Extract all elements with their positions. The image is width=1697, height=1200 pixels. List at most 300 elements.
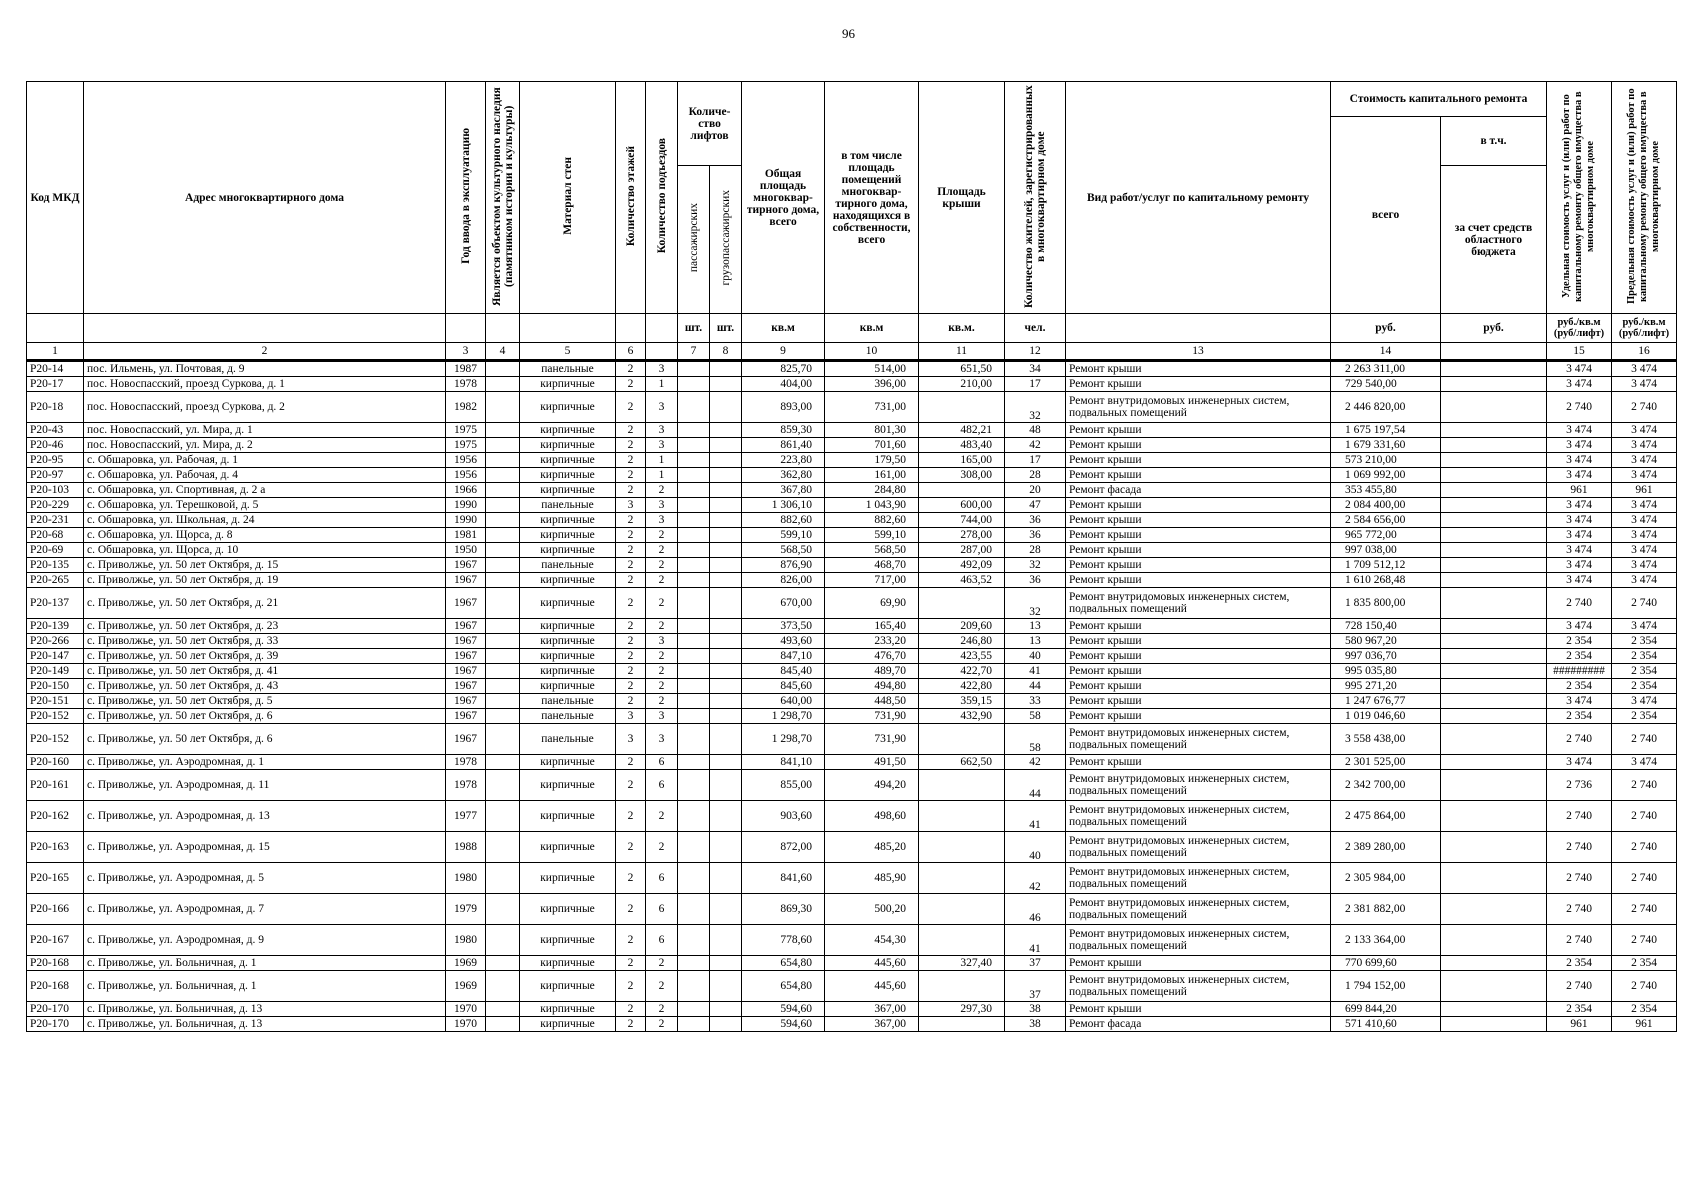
cell-lifts-passenger (678, 801, 710, 832)
cell-floors: 2 (616, 925, 646, 956)
cell-wall-material: кирпичные (520, 755, 616, 770)
cell-residents: 32 (1005, 558, 1066, 573)
cell-residents: 38 (1005, 1002, 1066, 1017)
cell-mkd-code: Р20-17 (27, 377, 84, 392)
cell-owned-area: 485,20 (825, 832, 919, 863)
cell-lifts-passenger (678, 832, 710, 863)
unit-sqm: кв.м (825, 314, 919, 343)
cell-residents: 20 (1005, 483, 1066, 498)
cell-cost-regional (1441, 925, 1547, 956)
cell-unit-cost: 3 474 (1547, 558, 1612, 573)
cell-unit-cost: 2 740 (1547, 724, 1612, 755)
cell-wall-material: кирпичные (520, 770, 616, 801)
cell-roof-area (919, 770, 1005, 801)
cell-address: с. Обшаровка, ул. Рабочая, д. 1 (84, 453, 446, 468)
cell-wall-material: кирпичные (520, 679, 616, 694)
cell-wall-material: кирпичные (520, 956, 616, 971)
cell-lifts-freight (710, 832, 742, 863)
cell-cost-total: 770 699,60 (1331, 956, 1441, 971)
cell-owned-area: 1 043,90 (825, 498, 919, 513)
cell-year: 1975 (446, 438, 486, 453)
cell-floors: 2 (616, 588, 646, 619)
cell-mkd-code: Р20-160 (27, 755, 84, 770)
cell-unit-cost: 3 474 (1547, 543, 1612, 558)
cell-lifts-passenger (678, 438, 710, 453)
cell-roof-area: 327,40 (919, 956, 1005, 971)
cell-heritage (486, 724, 520, 755)
cell-max-cost: 2 740 (1612, 894, 1677, 925)
column-number: 8 (710, 343, 742, 361)
cell-owned-area: 599,10 (825, 528, 919, 543)
cell-residents: 13 (1005, 619, 1066, 634)
cell-lifts-freight (710, 483, 742, 498)
cell-work-type: Ремонт крыши (1066, 634, 1331, 649)
cell-roof-area (919, 724, 1005, 755)
cell-residents: 41 (1005, 801, 1066, 832)
cell-work-type: Ремонт крыши (1066, 679, 1331, 694)
column-number: 1 (27, 343, 84, 361)
cell-owned-area: 284,80 (825, 483, 919, 498)
unit-sqm: кв.м. (919, 314, 1005, 343)
cell-year: 1979 (446, 894, 486, 925)
cell-total-area: 869,30 (742, 894, 825, 925)
cell-owned-area: 882,60 (825, 513, 919, 528)
cell-floors: 2 (616, 863, 646, 894)
cell-lifts-freight (710, 498, 742, 513)
cell-lifts-freight (710, 361, 742, 377)
cell-owned-area: 717,00 (825, 573, 919, 588)
cell-lifts-freight (710, 377, 742, 392)
header-cost-total: всего (1331, 117, 1441, 314)
cell-max-cost: 3 474 (1612, 377, 1677, 392)
cell-unit-cost: 3 474 (1547, 423, 1612, 438)
cell-mkd-code: Р20-69 (27, 543, 84, 558)
cell-floors: 2 (616, 438, 646, 453)
cell-entrances: 3 (646, 392, 678, 423)
cell-unit-cost: 2 354 (1547, 679, 1612, 694)
table-row (27, 361, 1677, 377)
cell-floors: 2 (616, 664, 646, 679)
header-year: Год ввода в эксплуатацию (459, 128, 472, 264)
cell-cost-regional (1441, 543, 1547, 558)
cell-unit-cost: 2 740 (1547, 588, 1612, 619)
cell-lifts-freight (710, 634, 742, 649)
cell-lifts-passenger (678, 770, 710, 801)
cell-mkd-code: Р20-135 (27, 558, 84, 573)
cell-cost-regional (1441, 392, 1547, 423)
cell-cost-total: 571 410,60 (1331, 1017, 1441, 1032)
cell-lifts-passenger (678, 1002, 710, 1017)
cell-cost-total: 1 069 992,00 (1331, 468, 1441, 483)
cell-cost-regional (1441, 649, 1547, 664)
cell-wall-material: кирпичные (520, 894, 616, 925)
cell-cost-regional (1441, 453, 1547, 468)
cell-cost-regional (1441, 619, 1547, 634)
cell-roof-area (919, 1017, 1005, 1032)
cell-cost-total: 353 455,80 (1331, 483, 1441, 498)
cell-unit-cost: 3 474 (1547, 513, 1612, 528)
cell-owned-area: 491,50 (825, 755, 919, 770)
header-address: Адрес многоквартирного дома (84, 82, 446, 314)
cell-cost-regional (1441, 423, 1547, 438)
cell-year: 1978 (446, 755, 486, 770)
cell-wall-material: кирпичные (520, 543, 616, 558)
cell-total-area: 882,60 (742, 513, 825, 528)
cell-wall-material: кирпичные (520, 588, 616, 619)
cell-max-cost: 3 474 (1612, 423, 1677, 438)
cell-cost-regional (1441, 971, 1547, 1002)
cell-roof-area: 359,15 (919, 694, 1005, 709)
cell-roof-area: 423,55 (919, 649, 1005, 664)
cell-cost-regional (1441, 770, 1547, 801)
cell-mkd-code: Р20-162 (27, 801, 84, 832)
cell-residents: 42 (1005, 438, 1066, 453)
cell-mkd-code: Р20-152 (27, 724, 84, 755)
cell-residents: 37 (1005, 971, 1066, 1002)
cell-owned-area: 468,70 (825, 558, 919, 573)
cell-wall-material: кирпичные (520, 1002, 616, 1017)
cell-lifts-freight (710, 894, 742, 925)
cell-total-area: 855,00 (742, 770, 825, 801)
cell-wall-material: кирпичные (520, 971, 616, 1002)
cell-total-area: 778,60 (742, 925, 825, 956)
column-number: 7 (678, 343, 710, 361)
cell-unit-cost: 3 474 (1547, 498, 1612, 513)
cell-roof-area: 662,50 (919, 755, 1005, 770)
cell-floors: 2 (616, 361, 646, 377)
cell-year: 1987 (446, 361, 486, 377)
table-row (27, 468, 1677, 483)
cell-cost-regional (1441, 528, 1547, 543)
cell-lifts-freight (710, 513, 742, 528)
cell-heritage (486, 863, 520, 894)
column-number: 10 (825, 343, 919, 361)
unit-rub-sqm: руб./кв.м (руб/лифт) (1612, 314, 1677, 343)
cell-address: пос. Новоспасский, проезд Суркова, д. 2 (84, 392, 446, 423)
cell-lifts-passenger (678, 453, 710, 468)
cell-lifts-freight (710, 438, 742, 453)
cell-wall-material: кирпичные (520, 925, 616, 956)
cell-roof-area: 600,00 (919, 498, 1005, 513)
cell-wall-material: кирпичные (520, 863, 616, 894)
cell-residents: 58 (1005, 724, 1066, 755)
cell-max-cost: 3 474 (1612, 498, 1677, 513)
cell-lifts-freight (710, 863, 742, 894)
cell-cost-total: 2 475 864,00 (1331, 801, 1441, 832)
cell-lifts-passenger (678, 709, 710, 724)
cell-entrances: 6 (646, 894, 678, 925)
cell-year: 1980 (446, 925, 486, 956)
cell-entrances: 2 (646, 1002, 678, 1017)
cell-year: 1990 (446, 513, 486, 528)
cell-work-type: Ремонт крыши (1066, 377, 1331, 392)
cell-work-type: Ремонт крыши (1066, 709, 1331, 724)
cell-cost-regional (1441, 755, 1547, 770)
cell-total-area: 640,00 (742, 694, 825, 709)
cell-total-area: 367,80 (742, 483, 825, 498)
cell-owned-area: 500,20 (825, 894, 919, 925)
cell-mkd-code: Р20-161 (27, 770, 84, 801)
cell-max-cost: 2 354 (1612, 634, 1677, 649)
cell-residents: 28 (1005, 468, 1066, 483)
cell-lifts-passenger (678, 956, 710, 971)
cell-floors: 2 (616, 377, 646, 392)
cell-address: с. Приволжье, ул. 50 лет Октября, д. 41 (84, 664, 446, 679)
table-row (27, 513, 1677, 528)
cell-year: 1970 (446, 1002, 486, 1017)
cell-entrances: 3 (646, 709, 678, 724)
cell-max-cost: 2 740 (1612, 801, 1677, 832)
cell-residents: 13 (1005, 634, 1066, 649)
cell-max-cost: 3 474 (1612, 361, 1677, 377)
cell-mkd-code: Р20-170 (27, 1002, 84, 1017)
cell-wall-material: кирпичные (520, 634, 616, 649)
column-number: 5 (520, 343, 616, 361)
cell-max-cost: 3 474 (1612, 453, 1677, 468)
cell-address: с. Приволжье, ул. Больничная, д. 13 (84, 1017, 446, 1032)
cell-floors: 2 (616, 558, 646, 573)
cell-lifts-freight (710, 694, 742, 709)
cell-address: с. Приволжье, ул. Аэродромная, д. 9 (84, 925, 446, 956)
cell-residents: 17 (1005, 453, 1066, 468)
cell-unit-cost: 2 354 (1547, 649, 1612, 664)
cell-lifts-passenger (678, 423, 710, 438)
cell-entrances: 3 (646, 634, 678, 649)
cell-cost-total: 2 389 280,00 (1331, 832, 1441, 863)
cell-max-cost: 2 354 (1612, 709, 1677, 724)
cell-roof-area (919, 925, 1005, 956)
cell-total-area: 373,50 (742, 619, 825, 634)
cell-heritage (486, 619, 520, 634)
cell-roof-area: 432,90 (919, 709, 1005, 724)
table-row (27, 863, 1677, 894)
cell-residents: 32 (1005, 588, 1066, 619)
cell-cost-regional (1441, 801, 1547, 832)
cell-address: с. Приволжье, ул. 50 лет Октября, д. 21 (84, 588, 446, 619)
header-material: Материал стен (561, 157, 574, 235)
cell-total-area: 654,80 (742, 956, 825, 971)
cell-year: 1967 (446, 649, 486, 664)
header-entrances: Количество подъездов (655, 138, 668, 254)
cell-cost-total: 1 679 331,60 (1331, 438, 1441, 453)
cell-cost-regional (1441, 513, 1547, 528)
cell-max-cost: 3 474 (1612, 543, 1677, 558)
cell-floors: 2 (616, 956, 646, 971)
cell-lifts-passenger (678, 483, 710, 498)
cell-total-area: 872,00 (742, 832, 825, 863)
cell-wall-material: кирпичные (520, 377, 616, 392)
cell-residents: 33 (1005, 694, 1066, 709)
cell-cost-total: 729 540,00 (1331, 377, 1441, 392)
cell-year: 1967 (446, 709, 486, 724)
cell-total-area: 1 298,70 (742, 724, 825, 755)
cell-year: 1975 (446, 423, 486, 438)
cell-address: с. Приволжье, ул. Аэродромная, д. 1 (84, 755, 446, 770)
cell-wall-material: кирпичные (520, 438, 616, 453)
cell-floors: 2 (616, 1017, 646, 1032)
cell-entrances: 3 (646, 361, 678, 377)
cell-residents: 40 (1005, 832, 1066, 863)
cell-max-cost: 3 474 (1612, 528, 1677, 543)
table-row (27, 558, 1677, 573)
cell-wall-material: кирпичные (520, 468, 616, 483)
cell-lifts-passenger (678, 649, 710, 664)
cell-work-type: Ремонт внутридомовых инженерных систем, подвальных помещений (1066, 863, 1331, 894)
table-row (27, 483, 1677, 498)
cell-total-area: 841,60 (742, 863, 825, 894)
cell-floors: 2 (616, 543, 646, 558)
cell-entrances: 3 (646, 438, 678, 453)
cell-year: 1967 (446, 588, 486, 619)
cell-floors: 2 (616, 392, 646, 423)
cell-work-type: Ремонт внутридомовых инженерных систем, подвальных помещений (1066, 724, 1331, 755)
cell-lifts-passenger (678, 925, 710, 956)
cell-address: с. Обшаровка, ул. Терешковой, д. 5 (84, 498, 446, 513)
cell-address: с. Приволжье, ул. Аэродромная, д. 13 (84, 801, 446, 832)
column-number: 16 (1612, 343, 1677, 361)
cell-year: 1950 (446, 543, 486, 558)
cell-cost-total: 995 271,20 (1331, 679, 1441, 694)
cell-lifts-freight (710, 956, 742, 971)
cell-heritage (486, 377, 520, 392)
cell-work-type: Ремонт внутридомовых инженерных систем, подвальных помещений (1066, 925, 1331, 956)
unit-rub-sqm: руб./кв.м (руб/лифт) (1547, 314, 1612, 343)
cell-roof-area: 744,00 (919, 513, 1005, 528)
cell-max-cost: 2 354 (1612, 956, 1677, 971)
cell-heritage (486, 925, 520, 956)
column-number: 4 (486, 343, 520, 361)
cell-floors: 2 (616, 1002, 646, 1017)
page-number: 96 (842, 26, 855, 41)
header-lifts: Количе-ство лифтов (678, 82, 742, 166)
cell-unit-cost: 3 474 (1547, 755, 1612, 770)
cell-owned-area: 494,20 (825, 770, 919, 801)
cell-wall-material: кирпичные (520, 573, 616, 588)
cell-cost-regional (1441, 694, 1547, 709)
cell-address: с. Приволжье, ул. Аэродромная, д. 15 (84, 832, 446, 863)
cell-heritage (486, 694, 520, 709)
column-number: 3 (446, 343, 486, 361)
cell-owned-area: 445,60 (825, 956, 919, 971)
cell-roof-area (919, 832, 1005, 863)
cell-mkd-code: Р20-97 (27, 468, 84, 483)
cell-mkd-code: Р20-265 (27, 573, 84, 588)
cell-work-type: Ремонт крыши (1066, 664, 1331, 679)
cell-wall-material: панельные (520, 694, 616, 709)
table-row (27, 528, 1677, 543)
cell-residents: 34 (1005, 361, 1066, 377)
cell-cost-total: 1 247 676,77 (1331, 694, 1441, 709)
cell-work-type: Ремонт крыши (1066, 543, 1331, 558)
cell-owned-area: 489,70 (825, 664, 919, 679)
cell-entrances: 2 (646, 483, 678, 498)
header-unit-cost: Удельная стоимость услуг и (или) работ по капитальному ремонту общего имущества в многоквартирном доме (1561, 90, 1597, 302)
column-number: 13 (1066, 343, 1331, 361)
cell-cost-total: 995 035,80 (1331, 664, 1441, 679)
cell-heritage (486, 423, 520, 438)
cell-work-type: Ремонт крыши (1066, 558, 1331, 573)
cell-cost-regional (1441, 832, 1547, 863)
cell-cost-regional (1441, 438, 1547, 453)
column-number (1441, 343, 1547, 361)
column-number: 9 (742, 343, 825, 361)
header-cost-incl: в т.ч. (1441, 117, 1547, 166)
cell-mkd-code: Р20-168 (27, 956, 84, 971)
table-row (27, 925, 1677, 956)
cell-wall-material: кирпичные (520, 392, 616, 423)
cell-mkd-code: Р20-139 (27, 619, 84, 634)
cell-lifts-freight (710, 971, 742, 1002)
cell-mkd-code: Р20-14 (27, 361, 84, 377)
cell-work-type: Ремонт фасада (1066, 1017, 1331, 1032)
cell-address: с. Приволжье, ул. Больничная, д. 1 (84, 956, 446, 971)
cell-work-type: Ремонт крыши (1066, 468, 1331, 483)
cell-address: с. Обшаровка, ул. Школьная, д. 24 (84, 513, 446, 528)
cell-floors: 3 (616, 709, 646, 724)
cell-year: 1970 (446, 1017, 486, 1032)
cell-max-cost: 2 740 (1612, 832, 1677, 863)
cell-lifts-passenger (678, 694, 710, 709)
cell-residents: 44 (1005, 770, 1066, 801)
cell-work-type: Ремонт крыши (1066, 423, 1331, 438)
cell-total-area: 1 298,70 (742, 709, 825, 724)
header-residents: Количество жителей, зарегистрированных в многоквартирном доме (1023, 84, 1048, 308)
cell-work-type: Ремонт крыши (1066, 453, 1331, 468)
cell-residents: 32 (1005, 392, 1066, 423)
cell-lifts-passenger (678, 377, 710, 392)
cell-heritage (486, 664, 520, 679)
cell-residents: 17 (1005, 377, 1066, 392)
cell-entrances: 2 (646, 801, 678, 832)
cell-unit-cost: 2 354 (1547, 956, 1612, 971)
cell-wall-material: кирпичные (520, 513, 616, 528)
cell-residents: 46 (1005, 894, 1066, 925)
cell-total-area: 825,70 (742, 361, 825, 377)
table-row (27, 694, 1677, 709)
cell-heritage (486, 634, 520, 649)
cell-year: 1967 (446, 679, 486, 694)
cell-lifts-freight (710, 588, 742, 619)
cell-mkd-code: Р20-168 (27, 971, 84, 1002)
cell-total-area: 599,10 (742, 528, 825, 543)
cell-roof-area (919, 894, 1005, 925)
cell-roof-area (919, 392, 1005, 423)
table-row (27, 894, 1677, 925)
cell-cost-total: 2 263 311,00 (1331, 361, 1441, 377)
cell-address: с. Приволжье, ул. 50 лет Октября, д. 19 (84, 573, 446, 588)
cell-total-area: 594,60 (742, 1017, 825, 1032)
table-row (27, 649, 1677, 664)
cell-mkd-code: Р20-166 (27, 894, 84, 925)
cell-roof-area: 287,00 (919, 543, 1005, 558)
cell-total-area: 670,00 (742, 588, 825, 619)
cell-work-type: Ремонт внутридомовых инженерных систем, подвальных помещений (1066, 894, 1331, 925)
cell-owned-area: 396,00 (825, 377, 919, 392)
unit-people: чел. (1005, 314, 1066, 343)
cell-wall-material: панельные (520, 361, 616, 377)
cell-floors: 2 (616, 894, 646, 925)
cell-residents: 42 (1005, 863, 1066, 894)
cell-owned-area: 701,60 (825, 438, 919, 453)
cell-heritage (486, 498, 520, 513)
cell-floors: 2 (616, 971, 646, 1002)
cell-entrances: 2 (646, 971, 678, 1002)
cell-residents: 48 (1005, 423, 1066, 438)
cell-floors: 2 (616, 832, 646, 863)
cell-year: 1967 (446, 664, 486, 679)
cell-cost-regional (1441, 483, 1547, 498)
cell-unit-cost: 2 740 (1547, 392, 1612, 423)
